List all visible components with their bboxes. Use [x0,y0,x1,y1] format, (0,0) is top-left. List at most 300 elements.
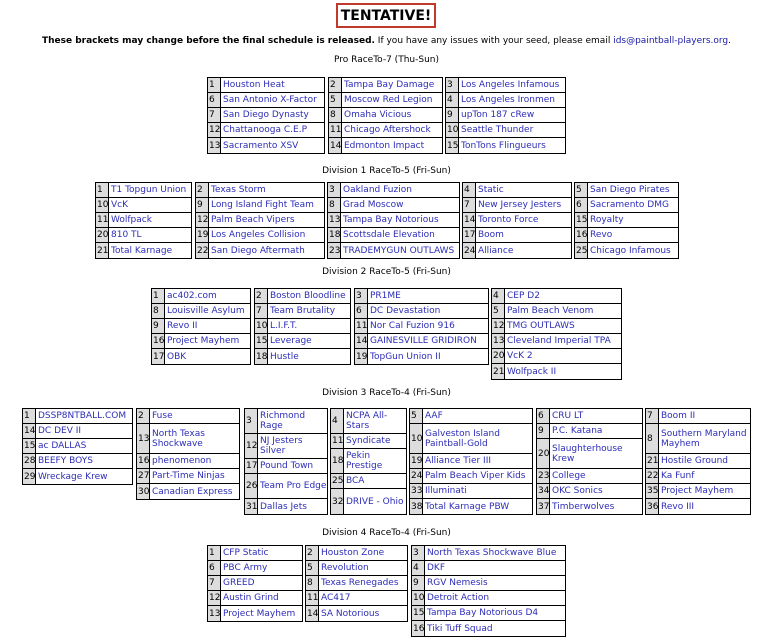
team-link[interactable]: AAF [425,411,443,421]
seed-number: 7 [646,409,659,423]
team-link[interactable]: San Diego Dynasty [223,110,309,120]
seed-row [152,319,250,334]
seed-number: 20 [537,439,550,468]
team-link[interactable]: Chicago Infamous [590,245,671,256]
team-link[interactable]: Cleveland Imperial TPA [507,336,611,346]
seed-number: 21 [96,243,109,258]
team-link[interactable]: BCA [346,476,365,486]
team-link[interactable]: Wolfpack II [507,366,557,377]
seed-number: 5 [329,93,342,107]
team-link[interactable]: Sacramento XSV [223,140,299,151]
seed-number: 18 [255,349,268,364]
division-title: Pro RaceTo-7 (Thu-Sun) [334,55,439,65]
seed-row [410,454,532,469]
seed-number: 4 [412,561,425,575]
team-link[interactable]: OBK [167,351,187,362]
seed-row [329,108,442,123]
seed-number: 18 [329,230,341,240]
team-link[interactable]: DRIVE - Ohio [346,496,404,507]
seed-number: 14 [306,606,319,621]
team-link[interactable]: Texas Renegades [321,578,399,588]
team-link[interactable]: DKF [427,563,446,573]
seed-row [96,198,191,213]
team-link[interactable]: Boom [478,230,504,240]
seed-number: 19 [411,456,423,466]
seed-row [208,561,302,576]
seed-row [306,546,407,561]
seed-number: 25 [332,476,344,486]
seed-row [23,454,132,469]
seed-number: 14 [24,426,36,436]
team-link[interactable]: TonTons Flingueurs [461,140,546,151]
team-link[interactable]: Fuse [152,411,173,421]
seed-number: 16 [153,336,165,346]
seed-group [491,288,622,380]
seed-row [646,409,750,424]
seed-number: 15 [576,215,588,225]
seed-number: 2 [137,409,150,423]
seed-group [151,288,251,365]
seed-row [306,561,407,576]
seed-number: 10 [410,424,423,453]
team-link[interactable]: Revolution [321,563,369,573]
seed-row [306,591,407,606]
team-link[interactable]: Royalty [590,215,624,225]
seed-number: 29 [23,469,36,484]
team-link[interactable]: Part-Time Ninjas [152,471,225,481]
seed-number: 9 [446,108,459,122]
team-link[interactable]: San Antonio X-Factor [223,95,317,105]
team-link[interactable]: CRU LT [552,411,584,421]
seed-row [646,499,750,514]
team-link[interactable]: Revo II [167,321,198,331]
seed-number: 24 [411,471,423,481]
team-link[interactable]: P.C. Katana [552,426,603,436]
team-link[interactable]: North Texas Shockwave Blue [427,548,557,558]
seed-row [463,198,571,213]
seed-number: 5 [306,561,319,575]
team-link[interactable]: SA Notorious [321,608,380,619]
seed-row [208,546,302,561]
division-title: Division 3 RaceTo-4 (Fri-Sun) [322,388,451,398]
team-link[interactable]: ac402.com [167,291,217,301]
seed-row [646,424,750,454]
team-link[interactable]: San Diego Pirates [590,185,670,195]
seed-number: 10 [413,593,425,603]
team-link[interactable]: Texas Storm [211,185,266,195]
seed-number: 5 [575,183,588,197]
team-link[interactable]: Canadian Express [152,486,233,497]
seed-row [328,183,459,198]
seed-number: 8 [329,108,342,122]
team-link[interactable]: Total Karnage PBW [425,501,510,512]
team-link[interactable]: PR1ME [370,291,401,301]
team-link[interactable]: Palm Beach Viper Kids [425,471,526,481]
seed-group [330,408,407,515]
seed-number: 38 [410,499,423,514]
team-link[interactable]: Houston Zone [321,548,385,558]
seed-row [331,434,406,449]
seed-row [355,349,488,364]
team-link[interactable]: NCPA All-Stars [346,411,388,431]
seed-group [22,408,133,485]
seed-row [23,409,132,424]
seed-row [208,123,324,138]
team-link[interactable]: Palm Beach Vipers [211,215,295,225]
seed-row [137,469,239,484]
seed-number: 5 [410,409,423,423]
team-link[interactable]: Toronto Force [478,215,539,225]
team-link[interactable]: Moscow Red Legion [344,95,433,105]
team-link[interactable]: phenomenon [152,456,212,466]
seed-number: 9 [537,424,550,438]
seed-row [410,469,532,484]
team-link[interactable]: OKC Sonics [552,486,603,496]
seed-number: 16 [138,456,150,466]
team-link[interactable]: Syndicate [346,436,391,446]
seed-number: 35 [647,486,659,496]
team-link[interactable]: Revo [590,230,613,240]
team-link[interactable]: Wolfpack [111,215,152,225]
seed-row [412,621,565,636]
seed-number: 12 [245,434,258,458]
team-link[interactable]: Tampa Bay Damage [344,80,435,90]
seed-group [645,408,751,515]
seed-row [208,138,324,153]
seed-row [355,289,488,304]
seed-row [137,409,239,424]
seed-number: 25 [575,243,588,258]
team-link[interactable]: TopGun Union II [370,351,441,362]
seed-row [492,364,621,379]
team-link[interactable]: New Jersey Jesters [478,200,562,210]
seed-number: 4 [331,409,344,433]
seed-row [306,576,407,591]
team-link[interactable]: Omaha Vicious [344,110,412,120]
seed-number: 3 [412,546,425,560]
seed-row [355,304,488,319]
seed-group [462,182,572,259]
team-link[interactable]: Hostile Ground [661,456,728,466]
team-link[interactable]: Team Pro Edge [260,481,327,491]
team-link[interactable]: GREED [223,578,255,588]
seed-number: 6 [208,561,221,575]
seed-row [23,469,132,484]
seed-number: 7 [208,576,221,590]
seed-number: 9 [412,576,425,590]
seed-row [446,93,565,108]
seed-row [463,243,571,258]
team-link[interactable]: Alliance [478,245,514,256]
seed-row [355,319,488,334]
seed-row [446,138,565,153]
team-link[interactable]: Revo III [661,501,695,512]
seed-number: 20 [493,351,505,361]
seed-group [254,288,351,365]
team-link[interactable]: Detroit Action [427,593,490,603]
team-link[interactable]: upTon 187 cRew [461,110,535,120]
team-link[interactable]: Richmond Rage [260,411,306,431]
seed-number: 9 [196,198,209,212]
seed-row [412,561,565,576]
seed-group [327,182,460,259]
team-link[interactable]: Boston Bloodline [270,291,346,301]
team-link[interactable]: L.I.F.T. [270,321,298,331]
team-link[interactable]: Static [478,185,504,195]
seed-row [537,484,642,499]
seed-row [463,183,571,198]
team-link[interactable]: Pound Town [260,461,314,471]
seed-row [23,424,132,439]
team-link[interactable]: Wreckage Krew [38,471,108,482]
team-link[interactable]: CFP Static [223,548,269,558]
team-link[interactable]: ac DALLAS [38,441,87,451]
seed-row [412,606,565,621]
team-link[interactable]: TMG OUTLAWS [507,321,575,331]
team-link[interactable]: Edmonton Impact [344,140,425,151]
seed-row [137,454,239,469]
seed-row [537,499,642,514]
division-title: Division 1 RaceTo-5 (Fri-Sun) [322,166,451,176]
email-link[interactable]: ids@paintball-players.org [613,36,729,46]
team-link[interactable]: Houston Heat [223,80,285,90]
team-link[interactable]: Chattanooga C.E.P [223,125,308,135]
team-link[interactable]: Grad Moscow [343,200,404,210]
seed-number: 23 [538,471,550,481]
seed-group [136,408,240,500]
team-link[interactable]: Boom II [661,411,696,421]
team-link[interactable]: Austin Grind [223,593,279,603]
seed-number: 20 [97,230,109,240]
team-link[interactable]: Palm Beach Venom [507,306,594,316]
tentative-banner: TENTATIVE! [336,3,436,28]
seed-number: 11 [356,321,368,331]
team-link[interactable]: 810 TL [111,230,142,240]
seed-row [152,334,250,349]
seed-number: 19 [197,230,209,240]
division-title: Division 4 RaceTo-4 (Fri-Sun) [322,528,451,538]
team-link[interactable]: Galveston Island Paintball-Gold [425,428,500,449]
team-link[interactable]: Long Island Fight Team [211,200,314,210]
team-link[interactable]: College [552,471,586,481]
seed-row [329,138,442,153]
seed-number: 24 [463,243,476,258]
team-link[interactable]: Oakland Fuzion [343,185,412,195]
team-link[interactable]: Hustle [270,351,299,362]
seed-row [492,334,621,349]
seed-number: 1 [96,183,109,197]
team-link[interactable]: DSSP8NTBALL.COM [38,411,127,421]
team-link[interactable]: Tampa Bay Notorious D4 [427,608,539,618]
seed-row [208,78,324,93]
seed-number: 1 [152,289,165,303]
seed-row [331,449,406,474]
seed-row [410,499,532,514]
team-link[interactable]: Pekin Prestige [346,451,383,471]
team-link[interactable]: Chicago Aftershock [344,125,431,135]
team-link[interactable]: DC DEV II [38,426,82,436]
team-link[interactable]: Timberwolves [552,501,615,512]
seed-number: 9 [152,319,165,333]
seed-group [574,182,679,259]
seed-number: 6 [355,304,368,318]
seed-number: 4 [463,183,476,197]
team-link[interactable]: Project Mayhem [167,336,240,346]
team-link[interactable]: Total Karnage [111,245,173,256]
seed-number: 21 [492,364,505,379]
seed-number: 2 [329,78,342,92]
seed-number: 3 [245,409,258,433]
seed-row [446,78,565,93]
seed-row [255,319,350,334]
seed-number: 3 [355,289,368,303]
seed-number: 13 [329,215,341,225]
team-link[interactable]: Southern Maryland Mayhem [661,428,747,449]
seed-row [537,439,642,469]
seed-row [329,78,442,93]
team-link[interactable]: North Texas Shockwave [152,428,205,449]
team-link[interactable]: VcK 2 [507,351,533,361]
seed-row [245,434,327,459]
team-link[interactable]: TRADEMYGUN OUTLAWS [343,245,455,256]
seed-row [463,213,571,228]
seed-number: 34 [538,486,550,496]
seed-number: 31 [245,499,258,514]
team-link[interactable]: Nor Cal Fuzion 916 [370,321,455,331]
seed-number: 2 [255,289,268,303]
team-link[interactable]: GAINESVILLE GRIDIRON [370,336,477,346]
seed-number: 11 [307,593,319,603]
team-link[interactable]: RGV Nemesis [427,578,488,588]
team-link[interactable]: Alliance Tier III [425,456,492,466]
seed-number: 15 [446,138,459,153]
team-link[interactable]: DC Devastation [370,306,441,316]
seed-row [196,213,324,228]
seed-row [328,213,459,228]
seed-row [331,489,406,514]
seed-row [196,183,324,198]
team-link[interactable]: Scottsdale Elevation [343,230,435,240]
team-link[interactable]: PBC Army [223,563,268,573]
team-link[interactable]: Los Angeles Ironmen [461,95,555,105]
team-link[interactable]: CEP D2 [507,291,540,301]
seed-row [196,198,324,213]
seed-row [328,228,459,243]
seed-group [328,77,443,154]
seed-number: 1 [208,546,221,560]
seed-number: 16 [412,621,425,636]
seed-number: 10 [447,125,459,135]
seed-number: 11 [332,436,344,446]
team-link[interactable]: Ka Funf [661,471,695,481]
seed-number: 14 [329,138,342,153]
seed-number: 17 [464,230,476,240]
team-link[interactable]: Illuminati [425,486,467,496]
team-link[interactable]: Seattle Thunder [461,125,534,135]
seed-row [575,198,678,213]
seed-number: 7 [463,198,476,212]
team-link[interactable]: AC417 [321,593,351,603]
seed-number: 13 [137,424,150,453]
seed-row [306,606,407,621]
seed-number: 1 [208,78,221,92]
seed-row [463,228,571,243]
seed-number: 22 [647,471,659,481]
team-link[interactable]: Sacramento DMG [590,200,669,210]
seed-number: 3 [328,183,341,197]
seed-number: 7 [208,108,221,122]
seed-row [152,289,250,304]
seed-row [537,424,642,439]
seed-row [492,289,621,304]
team-link[interactable]: San Diego Aftermath [211,245,305,256]
seed-row [255,304,350,319]
seed-number: 7 [255,304,268,318]
seed-number: 33 [411,486,423,496]
seed-number: 16 [576,230,588,240]
seed-row [446,108,565,123]
team-link[interactable]: T1 Topgun Union [111,185,187,195]
seed-row [646,469,750,484]
seed-number: 37 [537,499,550,514]
team-link[interactable]: Los Angeles Collision [211,230,306,240]
team-link[interactable]: Leverage [270,336,312,346]
team-link[interactable]: Team Brutality [270,306,336,316]
seed-number: 4 [446,93,459,107]
seed-row [410,484,532,499]
team-link[interactable]: Tampa Bay Notorious [343,215,439,225]
seed-row [208,93,324,108]
seed-row [412,576,565,591]
seed-number: 30 [137,484,150,499]
team-link[interactable]: Project Mayhem [223,608,296,619]
seed-group [411,545,566,637]
seed-row [331,409,406,434]
seed-row [137,484,239,499]
seed-row [255,349,350,364]
seed-number: 8 [152,304,165,318]
seed-group [207,77,325,154]
team-link[interactable]: Project Mayhem [661,486,734,496]
seed-row [152,304,250,319]
team-link[interactable]: Los Angeles Infamous [461,80,560,90]
seed-row [328,198,459,213]
team-link[interactable]: Louisville Asylum [167,306,245,316]
team-link[interactable]: NJ Jesters Silver [260,436,303,456]
seed-number: 10 [256,321,268,331]
seed-row [575,213,678,228]
seed-row [575,228,678,243]
seed-row [410,409,532,424]
seed-row [196,243,324,258]
seed-group [195,182,325,259]
seed-row [331,474,406,489]
team-link[interactable]: BEEFY BOYS [38,456,93,466]
seed-row [196,228,324,243]
notice-text [0,36,773,46]
team-link[interactable]: Dallas Jets [260,501,307,512]
seed-number: 27 [138,471,150,481]
team-link[interactable]: VcK [111,200,129,210]
team-link[interactable]: Tiki Tuff Squad [427,623,493,634]
seed-number: 14 [464,215,476,225]
seed-row [208,606,302,621]
seed-row [329,123,442,138]
seed-row [575,243,678,258]
seed-row [492,319,621,334]
seed-number: 8 [306,576,319,590]
team-link[interactable]: Slaughterhouse Krew [552,443,623,464]
